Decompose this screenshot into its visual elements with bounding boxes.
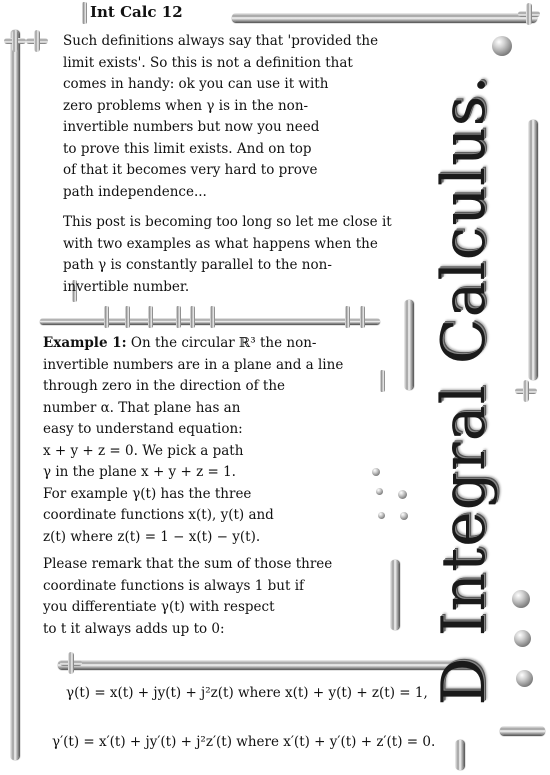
text-line: x + y + z = 0. We pick a path <box>43 442 244 459</box>
decor-cross <box>4 30 26 52</box>
decor-tick <box>176 306 181 328</box>
decor-tick <box>210 306 215 328</box>
decor-sphere <box>378 512 385 519</box>
text-line: For example γ(t) has the three <box>43 485 252 502</box>
decor-tick <box>360 306 365 328</box>
text-line: Please remark that the sum of those three <box>43 556 333 572</box>
decor-sphere <box>400 512 408 520</box>
text-line: to t it always adds up to 0: <box>43 620 225 637</box>
example-label: Example 1: <box>43 335 127 351</box>
paragraph-2 <box>63 212 392 298</box>
decor-bar-top-right <box>232 13 537 22</box>
text-line: through zero in the direction of the <box>43 378 286 394</box>
text-line: limit exists'. So this is not a definition that <box>63 54 353 71</box>
decor-tick <box>380 370 385 392</box>
decor-tick <box>190 306 195 328</box>
text-line: to prove this limit exists. And on top <box>63 140 312 157</box>
text-line: This post is becoming too long so let me close it <box>63 214 392 230</box>
text-line: Such definitions always say that 'provided the <box>63 33 379 49</box>
vertical-title: D Integral Calculus. <box>429 74 499 706</box>
paragraph-4 <box>43 554 332 640</box>
decor-sphere <box>512 590 530 608</box>
equation-1: γ(t) = x(t) + jy(t) + j²z(t) where x(t) + y(t) + z(t) = 1, <box>66 685 428 701</box>
text-line: γ in the plane x + y + z = 1. <box>43 464 236 480</box>
decor-sphere <box>376 488 383 495</box>
text-line: of that it becomes very hard to prove <box>63 162 318 178</box>
decor-tick <box>148 306 153 328</box>
decor-cross <box>26 30 48 52</box>
text-line: zero problems when γ is in the non- <box>63 97 309 114</box>
decor-cross <box>515 380 537 402</box>
decor-tick <box>125 306 130 328</box>
text-line: easy to understand equation: <box>43 421 243 437</box>
decor-bar-left <box>10 30 19 760</box>
decor-sphere <box>516 670 533 687</box>
text-line <box>43 333 343 355</box>
decor-tick <box>104 306 109 328</box>
decor-tick <box>345 306 350 328</box>
decor-bar-bottom-v <box>455 740 464 770</box>
decor-sphere <box>492 36 512 56</box>
decor-bar-mid-v <box>404 300 413 390</box>
text-line: invertible number. <box>63 278 190 295</box>
text-line: with two examples as what happens when the <box>63 235 378 252</box>
page-title: Int Calc 12 <box>90 3 183 21</box>
text-line: path γ is constantly parallel to the non- <box>63 257 332 273</box>
decor-bar-right <box>528 120 537 380</box>
decor-cross <box>60 652 82 674</box>
decor-bar-bottom <box>500 726 545 735</box>
example-first-line: On the circular ℝ³ the non- <box>126 335 317 351</box>
text-line: comes in handy: ok you can use it with <box>63 76 329 92</box>
text-line: invertible numbers but now you need <box>63 119 320 135</box>
text-line: coordinate functions x(t), y(t) and <box>43 507 274 523</box>
decor-sphere <box>514 630 531 647</box>
decor-bar-eq <box>58 660 478 669</box>
decor-sphere <box>398 490 407 499</box>
example-paragraph <box>43 333 343 548</box>
decor-tick <box>82 2 87 24</box>
equation-2: γ′(t) = x′(t) + jy′(t) + j²z′(t) where x′(t) + y′(t) + z′(t) = 0. <box>52 734 436 750</box>
text-line: you differentiate γ(t) with respect <box>43 599 275 615</box>
decor-sphere <box>372 468 380 476</box>
decor-cross <box>518 3 540 25</box>
paragraph-1 <box>63 31 378 203</box>
text-line: path independence... <box>63 183 207 200</box>
text-line: z(t) where z(t) = 1 − x(t) − y(t). <box>43 528 261 545</box>
text-line: invertible numbers are in a plane and a line <box>43 356 344 373</box>
decor-bar-low-v <box>390 560 399 630</box>
text-line: coordinate functions is always 1 but if <box>43 577 305 594</box>
text-line: number α. That plane has an <box>43 399 241 416</box>
